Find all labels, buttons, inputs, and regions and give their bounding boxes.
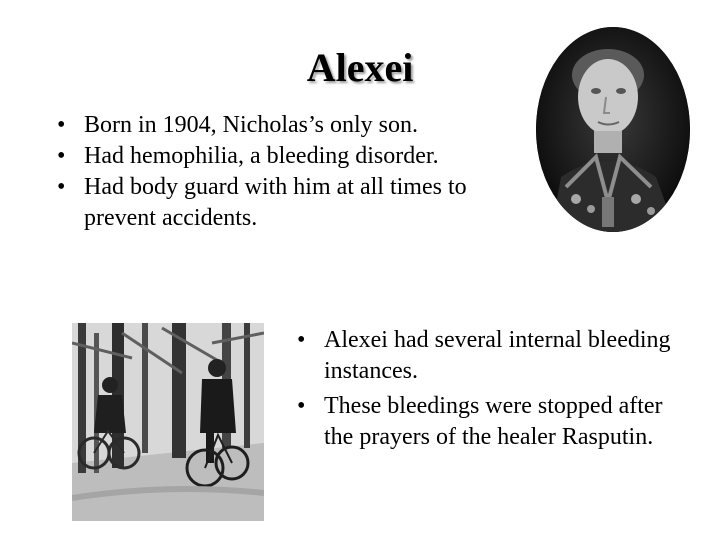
bullet-marker: •	[57, 112, 66, 138]
bullet-marker: •	[57, 143, 66, 169]
slide-title: Alexei	[306, 45, 414, 90]
bullet-text: Alexei had several internal bleeding instances.	[324, 327, 671, 384]
bullet-text: These bleedings were stopped after the prayers of the healer Rasputin.	[324, 393, 663, 450]
bullet-item	[297, 325, 697, 387]
bullet-text: Had body guard with him at all times to prevent accidents.	[84, 174, 467, 231]
bullet-marker: •	[297, 327, 306, 353]
bottom-bullet-list	[297, 325, 697, 453]
bullet-item	[297, 391, 697, 453]
top-bullet-list	[57, 110, 517, 234]
bullet-item	[57, 141, 517, 172]
bullet-marker: •	[57, 174, 66, 200]
portrait-photo-icon	[536, 27, 690, 232]
bullet-marker: •	[297, 393, 306, 419]
bullet-item	[57, 172, 517, 234]
bicycle-photo-icon	[72, 323, 264, 521]
bullet-text: Born in 1904, Nicholas’s only son.	[84, 112, 418, 138]
bullet-item	[57, 110, 517, 141]
bullet-text: Had hemophilia, a bleeding disorder.	[84, 143, 439, 169]
